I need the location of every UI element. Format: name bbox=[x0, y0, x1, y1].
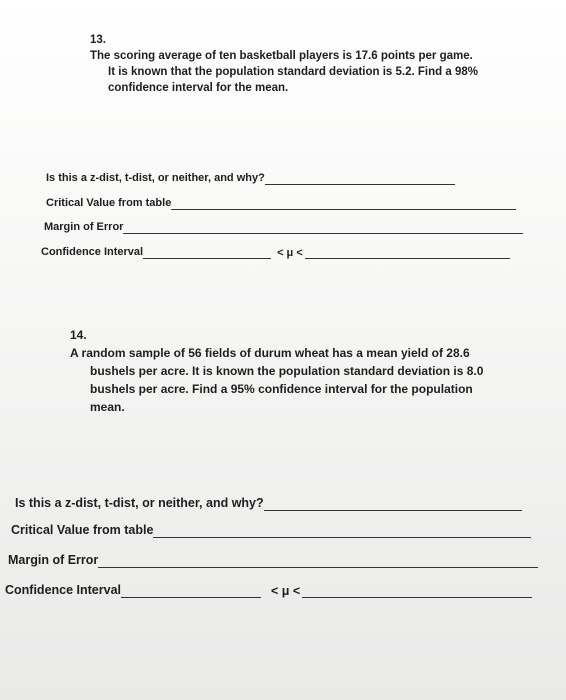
prompt-label: Margin of Error bbox=[8, 553, 99, 567]
dist-type-prompt bbox=[15, 496, 522, 511]
prompt-label: Confidence Interval bbox=[5, 583, 121, 597]
upper-bound-blank[interactable] bbox=[305, 257, 510, 259]
question-line: A random sample of 56 fields of durum wheat has a mean yield of 28.6 bbox=[70, 346, 470, 360]
prompt-label: Is this a z-dist, t-dist, or neither, and why? bbox=[46, 172, 265, 184]
bleed-through-text bbox=[140, 95, 143, 109]
critical-value-prompt bbox=[46, 197, 516, 210]
critical-value-prompt bbox=[11, 523, 531, 538]
answer-blank[interactable] bbox=[264, 509, 522, 511]
answer-blank[interactable] bbox=[153, 536, 531, 538]
answer-blank[interactable] bbox=[171, 208, 516, 210]
question-line: mean. bbox=[90, 400, 125, 414]
prompt-label: Critical Value from table bbox=[46, 197, 172, 209]
question-13-text bbox=[90, 32, 478, 96]
question-number: 13. bbox=[90, 34, 106, 46]
answer-blank[interactable] bbox=[98, 566, 538, 568]
question-line: The scoring average of ten basketball players is 17.6 points per game. bbox=[90, 50, 473, 62]
confidence-interval-prompt bbox=[5, 583, 532, 598]
mu-inequality-symbol: < μ < bbox=[271, 584, 301, 598]
answer-blank[interactable] bbox=[265, 183, 455, 185]
question-line: It is known that the population standard deviation is 5.2. Find a 98% bbox=[108, 66, 478, 78]
margin-of-error-prompt bbox=[44, 221, 523, 234]
margin-of-error-prompt bbox=[8, 553, 538, 568]
dist-type-prompt bbox=[46, 172, 455, 185]
prompt-label: Margin of Error bbox=[44, 221, 124, 233]
mu-inequality-symbol: < μ < bbox=[277, 247, 303, 259]
prompt-label: Confidence Interval bbox=[41, 246, 144, 258]
prompt-label: Critical Value from table bbox=[11, 523, 154, 537]
question-number: 14. bbox=[70, 328, 87, 342]
lower-bound-blank[interactable] bbox=[121, 596, 261, 598]
lower-bound-blank[interactable] bbox=[143, 257, 271, 259]
answer-blank[interactable] bbox=[123, 232, 523, 234]
confidence-interval-prompt bbox=[41, 246, 510, 259]
question-line: bushels per acre. Find a 95% confidence interval for the population bbox=[90, 382, 473, 396]
prompt-label: Is this a z-dist, t-dist, or neither, and why? bbox=[15, 496, 264, 510]
question-line: confidence interval for the mean. bbox=[108, 82, 289, 94]
upper-bound-blank[interactable] bbox=[302, 596, 532, 598]
question-14-text bbox=[70, 326, 483, 416]
question-line: bushels per acre. It is known the population standard deviation is 8.0 bbox=[90, 364, 484, 378]
